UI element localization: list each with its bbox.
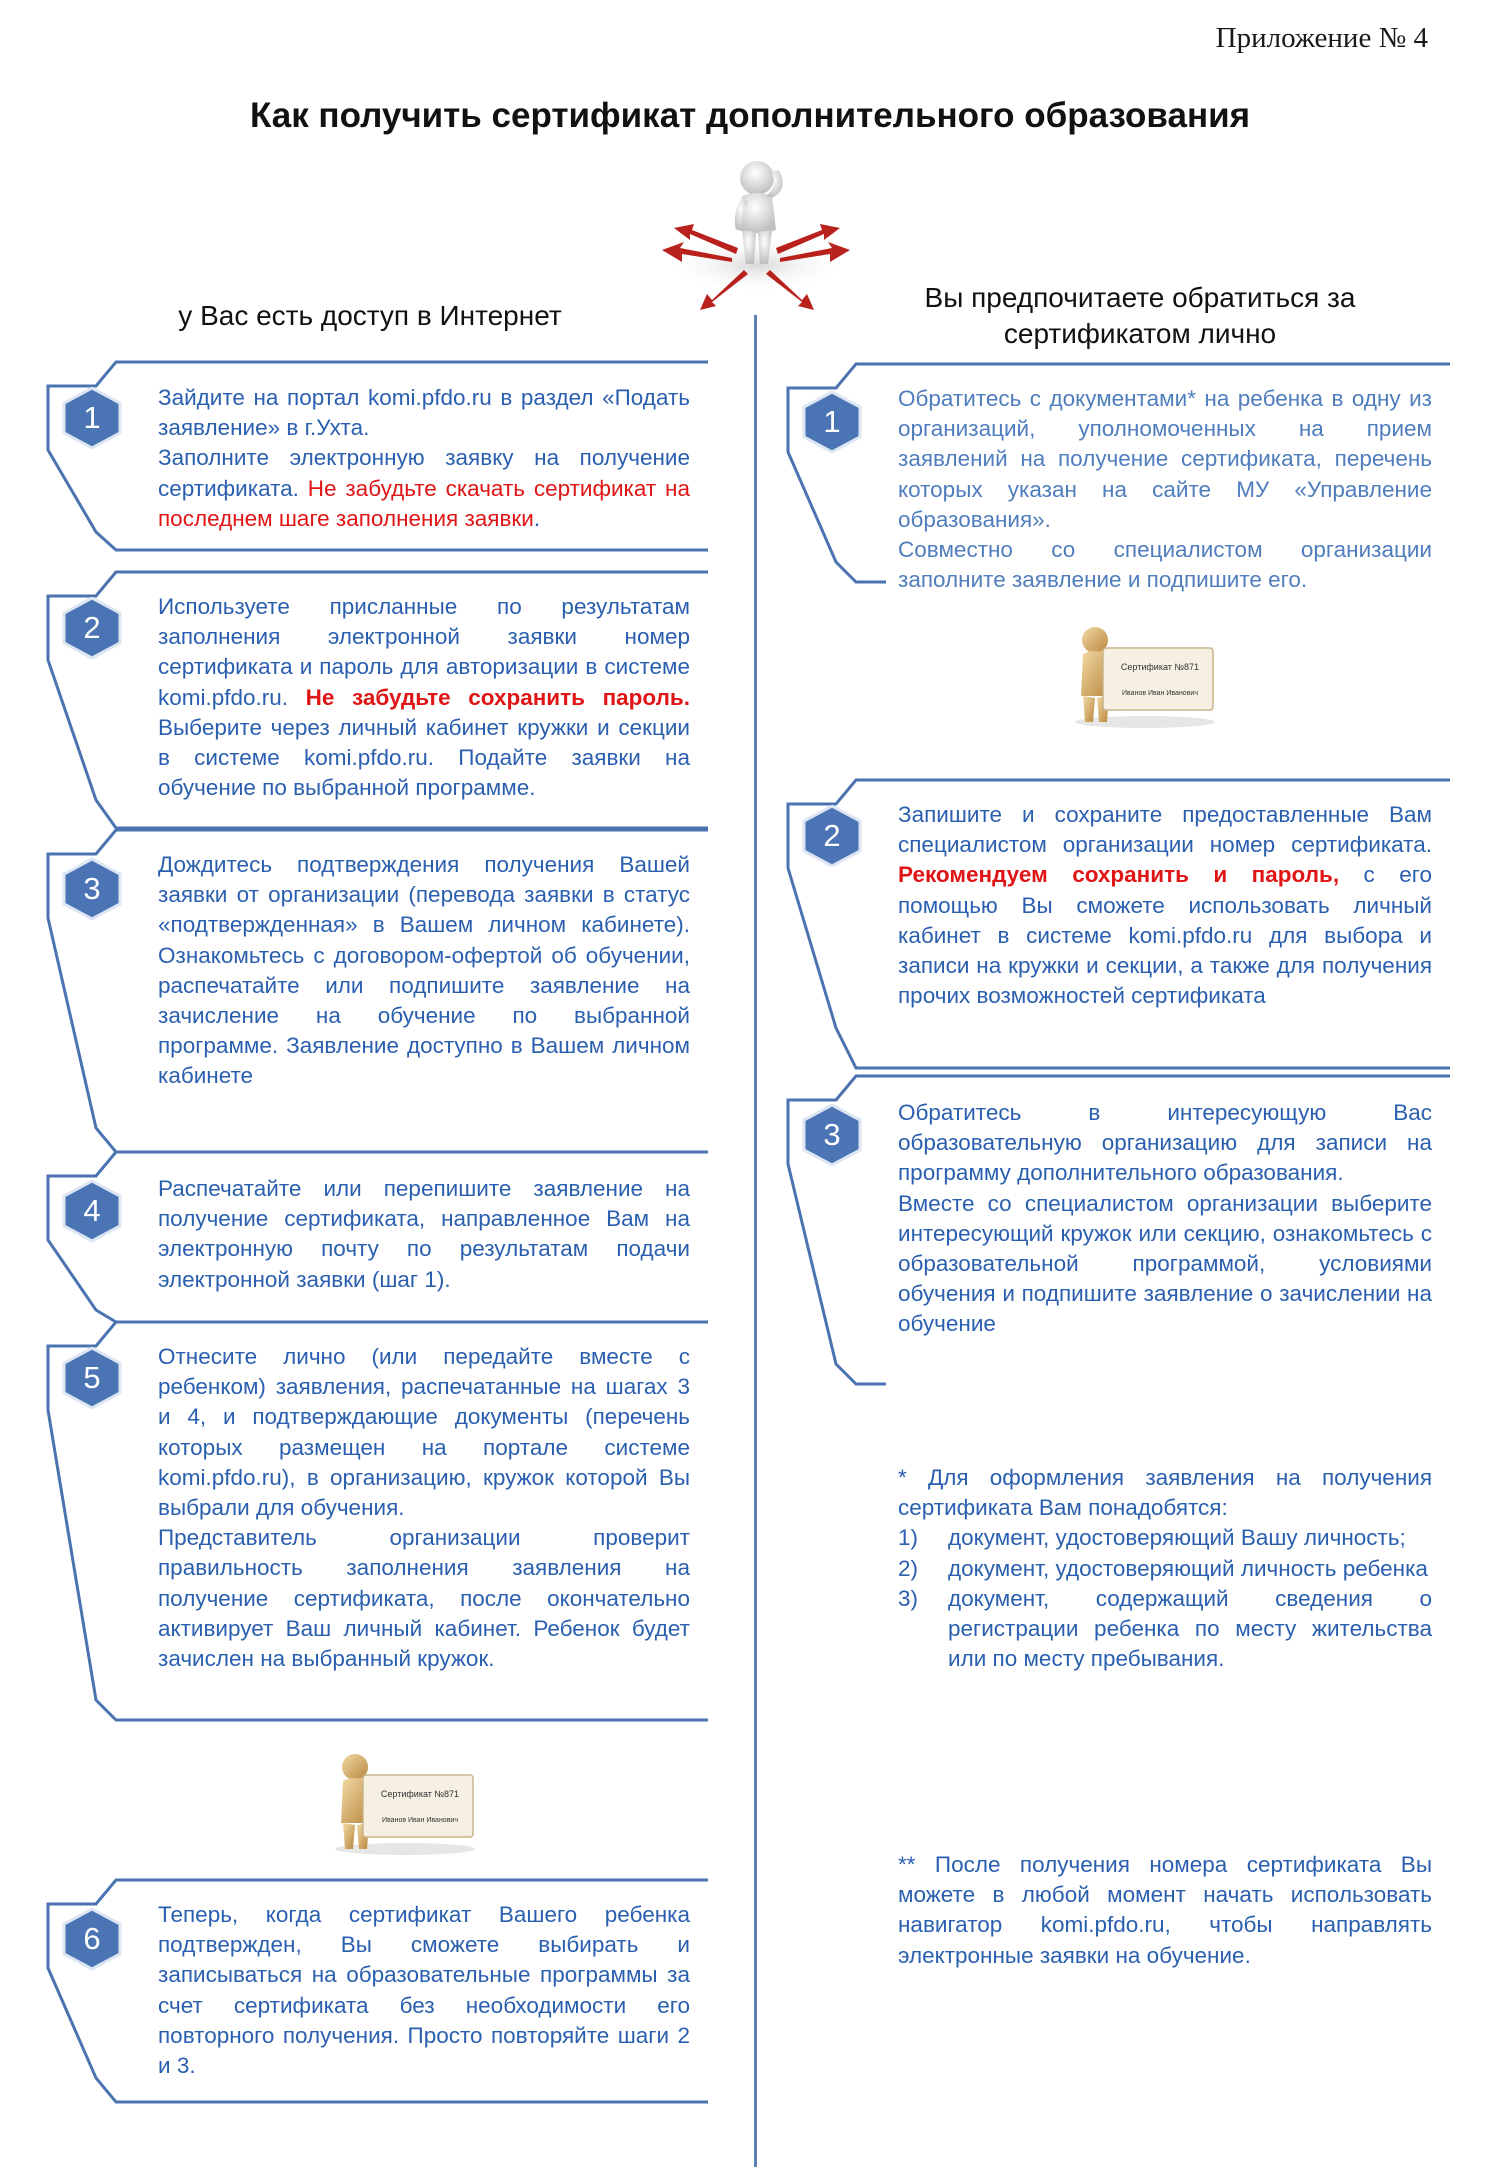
step-text-segment: Обратитесь с документами* на ребенка в одну из организаций, уполномоченных на прием заявлений на получение сертификата, перечень которых указан на сайте МУ «Управление образования». [898,386,1432,532]
step-text-segment: Отнесите лично (или передайте вместе с ребенком) заявления, распечатанные на шагах 3 и 4, и подтверждающие документы (перечень которых размещен на портале системе komi.pfdo.ru), в организацию, кружок которой Вы выбрали для обучения. [158,1344,690,1521]
left-step-4 [46,1150,708,1330]
step-text-segment: Представитель организации проверит правильность заполнения заявления на получение сертификата, после окончательно активирует Ваш личный кабинет. Ребенок будет зачислен на выбранный кружок. [158,1525,690,1672]
certificate-card-line-2: Иванов Иван Иванович [382,1817,458,1824]
step-text-segment: Выберите через личный кабинет кружки и секции в системе komi.pfdo.ru. Подайте заявки на обучение по выбранной программе. [158,714,690,801]
step-text-segment: Рекомендуем сохранить и пароль, [898,862,1340,888]
step-text [158,592,690,803]
step-text-segment: . [533,505,541,531]
step-number-badge: 3 [61,858,123,920]
right-step-1 [786,362,1450,612]
left-column-header: у Вас есть доступ в Интернет [178,300,562,331]
right-step-3 [786,1074,1450,1404]
navigator-note: ** После получения номера сертификата Вы можете в любой момент начать использовать навигатор komi.pfdo.ru, чтобы направлять электронные заявки на обучение. [898,1852,1432,1968]
documents-note [898,1463,1432,1674]
left-step-6 [46,1878,708,2118]
step-text-segment: Запишите и сохраните предоставленные Вам специалистом организации номер сертификата. [898,802,1432,858]
step-number-badge: 1 [61,387,123,449]
step-number-badge: 2 [801,805,863,867]
step-text-segment: Вместе со специалистом организации выберите интересующий кружок или секцию, ознакомьтесь с образовательной программой, условиями обучения и подпишите заявление о зачислении на обучение [898,1190,1432,1337]
certificate-card-line-1: Сертификат №871 [1120,662,1200,672]
step-number-badge: 2 [61,597,123,659]
column-divider [754,315,757,2167]
step-text [898,1098,1432,1340]
step-number-badge: 5 [61,1347,123,1409]
certificate-card-line-2: Иванов Иван Иванович [1122,690,1198,697]
page-title: Как получить сертификат дополнительного образования [249,96,1251,135]
step-text-segment: с его помощью Вы сможете использовать личный кабинет в системе komi.pfdo.ru для выбора и записи на кружки и секции, а также для получения прочих возможностей сертификата [898,862,1432,1009]
right-header-line-2: сертификатом лично [1003,317,1277,349]
certificate-card-line-1: Сертификат №871 [380,1789,460,1799]
right-step-2 [786,778,1450,1078]
step-text-segment: Теперь, когда сертификат Вашего ребенка подтвержден, Вы сможете выбирать и записываться на образовательные программы за счет сертификата без необходимости его повторного получения. Просто повторяйте шаги 2 и 3. [158,1902,690,2079]
left-step-3 [46,828,708,1168]
documents-list [898,1523,1432,1674]
step-text [158,1342,690,1674]
left-step-2 [46,570,708,850]
step-text-segment: Не забудьте сохранить пароль. [305,684,690,710]
step-text-segment: Дождитесь подтверждения получения Вашей заявки от организации (перевода заявки в статус «подтвержденная» в Вашем личном кабинете). Ознакомьтесь с договором-офертой об обучении, распечатайте или подпишите заявление на зачисление на обучение по выбранной программе. Заявление доступно в Вашем личном кабинете [158,852,690,1089]
step-text-segment: Зайдите на портал komi.pfdo.ru в раздел «Подать заявление» в г.Ухта. [158,385,690,441]
step-text-segment: Распечатайте или перепишите заявление на получение сертификата, направленное Вам на электронную почту по результатам подачи электронной заявки (шаг 1). [158,1176,690,1292]
step-text-segment: Совместно со специалистом организации заполните заявление и подпишите его. [898,537,1432,593]
step-text-segment: Обратитесь в интересующую Вас образовательную организацию для записи на программу дополнительного образования. [898,1100,1432,1186]
left-step-1 [46,360,708,580]
list-item: 2) документ, удостоверяющий личность ребенка [898,1555,1428,1581]
list-item: 3) документ, содержащий сведения о регистрации ребенка по месту жительства или по месту пребывания. [898,1585,1432,1672]
step-text-segment: Используете присланные по результатам заполнения электронной заявки номер сертификата и пароль для авторизации в системе komi.pfdo.ru. [158,594,690,710]
step-text [158,850,690,1092]
step-text [898,384,1432,595]
step-text [158,1900,690,2081]
step-number-badge: 1 [801,391,863,453]
step-text [158,1174,690,1295]
right-column-header [830,280,1450,352]
documents-note-intro: * Для оформления заявления на получения сертификата Вам понадобятся: [898,1465,1432,1521]
step-number-badge: 4 [61,1180,123,1242]
step-text-segment: Заполните электронную заявку на получение сертификата. [158,445,690,501]
step-text [898,800,1432,1011]
right-header-line-1: Вы предпочитаете обратиться за [924,282,1356,313]
step-text [158,383,690,534]
list-item: 1) документ, удостоверяющий Вашу личность; [898,1525,1406,1551]
certificate-figure [325,1745,485,1860]
left-step-5 [46,1320,708,1740]
certificate-figure [1065,618,1225,733]
step-text-segment: Не забудьте скачать сертификат на последнем шаге заполнения заявки [158,475,690,531]
step-number-badge: 6 [61,1908,123,1970]
step-number-badge: 3 [801,1104,863,1166]
appendix-label: Приложение № 4 [1215,22,1428,54]
